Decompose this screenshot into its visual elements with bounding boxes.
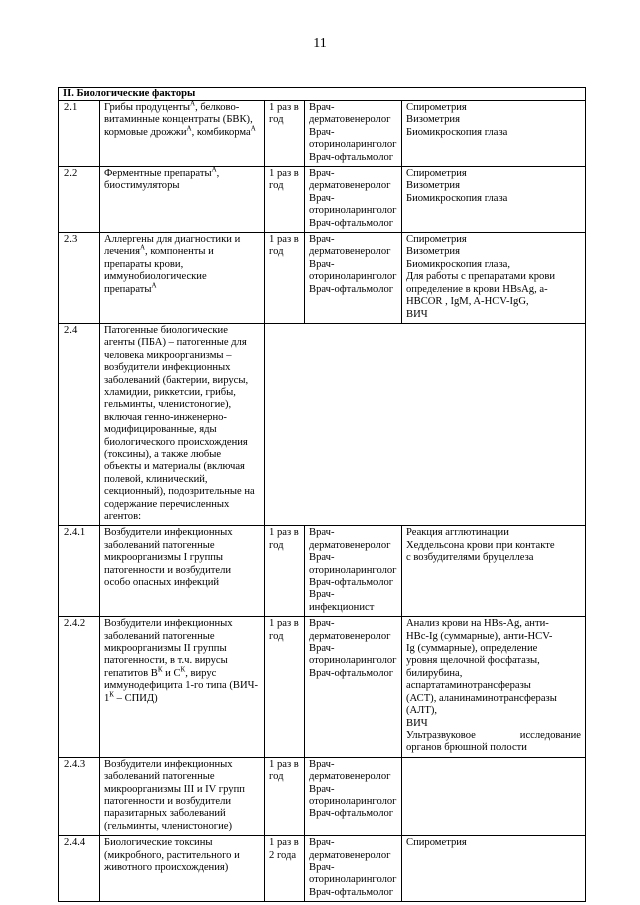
factor-description-line: Грибы продуценты$^А$, белково- (104, 99, 240, 113)
factor-description-line: препараты$^А$ (104, 281, 157, 295)
factor-description (100, 101, 265, 167)
lab-examinations (402, 757, 586, 835)
factor-description-line: заболеваний (бактерии, вирусы, (104, 374, 249, 386)
exam-frequency-line: 1 раз в (269, 234, 299, 246)
exam-frequency (265, 836, 305, 902)
specialist-doctors-line: Врач- (309, 589, 335, 601)
specialist-doctors-line: оториноларинголог (309, 874, 397, 886)
factor-description-line: (токсины), а также любые (104, 448, 222, 460)
section-header-row (59, 88, 586, 101)
factor-description-line: патогенности и возбудители (104, 564, 232, 576)
exam-frequency-line: 1 раз в (269, 758, 299, 770)
item-number: 2.2 (59, 167, 100, 233)
exam-frequency-line: 2 года (269, 849, 297, 861)
factor-description (100, 167, 265, 233)
specialist-doctors-line: Врач- (309, 258, 335, 270)
factor-description-line: Возбудители инфекционных (104, 758, 233, 770)
factor-description-line: (микробного, растительного и (104, 849, 240, 861)
lab-examinations-line: Реакция агглютинации (406, 527, 509, 539)
table-row (59, 757, 586, 835)
factor-description-line: биостимуляторы (104, 180, 180, 192)
factor-description-line: возбудители инфекционных (104, 362, 231, 374)
table-row (59, 101, 586, 167)
lab-examinations-line: билирубина, (406, 667, 463, 679)
factor-description-line: заболеваний патогенные (104, 771, 215, 783)
specialist-doctors-line: Врач- (309, 168, 335, 180)
lab-examinations-line: Спирометрия (406, 102, 467, 113)
specialist-doctors-line: Врач- (309, 102, 335, 113)
specialist-doctors (305, 836, 402, 902)
table-row (59, 617, 586, 757)
exam-frequency (265, 526, 305, 617)
lab-examinations-line: определение в крови HBsAg, a- (406, 283, 548, 295)
item-number: 2.4.2 (59, 617, 100, 757)
exam-frequency-line: год (269, 630, 284, 642)
factor-description-line: заболеваний патогенные (104, 539, 215, 551)
factor-description-line: Аллергены для диагностики и (104, 234, 241, 246)
exam-frequency-line: 1 раз в (269, 618, 299, 630)
factor-description-line: патогенности, в т.ч. вирусы (104, 655, 228, 667)
table-row (59, 167, 586, 233)
table-row (59, 233, 586, 324)
specialist-doctors (305, 757, 402, 835)
specialist-doctors-line: Врач- (309, 618, 335, 630)
empty-merged-cell (265, 323, 586, 526)
factor-description-line: объекты и материалы (включая (104, 461, 245, 473)
factor-description-line: витаминные концентраты (БВК), (104, 114, 253, 126)
specialist-doctors-line: оториноларинголог (309, 139, 397, 151)
specialist-doctors-line: оториноларинголог (309, 205, 397, 217)
lab-examinations-line: Анализ крови на HBs-Ag, анти- (406, 618, 549, 630)
factor-description-line: (гельминты, членистоногие) (104, 820, 232, 832)
exam-frequency-line: год (269, 539, 284, 551)
factor-description-line: микроорганизмы II группы (104, 643, 227, 655)
specialist-doctors-line: инфекционист (309, 601, 375, 613)
item-number: 2.4.1 (59, 526, 100, 617)
factor-description-line: Ферментные препараты$^А$, (104, 165, 220, 180)
lab-examinations-line: Спирометрия (406, 168, 467, 180)
specialist-doctors-line: дерматовенеролог (309, 114, 391, 126)
specialist-doctors-line: оториноларинголог (309, 271, 397, 283)
factor-description-line: животного происхождения) (104, 861, 229, 873)
lab-examinations-line: аспартатаминотрансферазы (406, 680, 531, 692)
factor-description (100, 233, 265, 324)
specialist-doctors-line: Врач- (309, 783, 335, 795)
lab-examinations-line: с возбудителями бруцеллеза (406, 552, 534, 564)
specialist-doctors-line: дерматовенеролог (309, 539, 391, 551)
page-number: 11 (313, 36, 327, 51)
specialist-doctors-line: Врач- (309, 758, 335, 770)
specialist-doctors (305, 101, 402, 167)
section-title: II. Биологические факторы (59, 88, 586, 101)
factor-description (100, 323, 265, 526)
item-number: 2.3 (59, 233, 100, 324)
factor-description-line: препараты крови, (104, 258, 184, 270)
specialist-doctors-line: Врач- (309, 837, 335, 849)
factor-description-line: гельминты, членистоногие), (104, 399, 232, 411)
specialist-doctors-line: Врач-офтальмолог (309, 808, 394, 820)
specialist-doctors-line: Врач- (309, 552, 335, 564)
lab-examinations-line: органов брюшной полости (406, 742, 527, 754)
hazard-table (58, 87, 586, 902)
exam-frequency-line: 1 раз в (269, 837, 299, 849)
factor-description-line: паразитарных заболеваний (104, 808, 226, 820)
specialist-doctors (305, 617, 402, 757)
factor-description-line: включая генно-инженерно- (104, 411, 227, 423)
table-row (59, 836, 586, 902)
specialist-doctors-line: дерматовенеролог (309, 771, 391, 783)
specialist-doctors-line: Врач- (309, 192, 335, 204)
factor-description-line: $1^К$ – СПИД) (104, 690, 158, 704)
lab-examinations-line: Для работы с препаратами крови (406, 271, 555, 283)
specialist-doctors-line: Врач-офтальмолог (309, 217, 394, 229)
lab-examinations-line: Хеддельсона крови при контакте (406, 539, 555, 551)
specialist-doctors (305, 167, 402, 233)
lab-examinations-line: Биомикроскопия глаза (406, 192, 508, 204)
factor-description-line: микроорганизмы I группы (104, 552, 224, 564)
specialist-doctors-line: Врач- (309, 643, 335, 655)
exam-frequency (265, 757, 305, 835)
factor-description-line: Возбудители инфекционных (104, 527, 233, 539)
specialist-doctors-line: Врач-офтальмолог (309, 886, 394, 898)
factor-description-line: содержание перечисленных (104, 498, 230, 510)
factor-description (100, 836, 265, 902)
item-number: 2.1 (59, 101, 100, 167)
factor-description-line: хламидии, риккетсии, грибы, (104, 386, 236, 398)
factor-description-line: Биологические токсины (104, 837, 213, 849)
factor-description-line: Патогенные биологические (104, 324, 228, 336)
table-row (59, 526, 586, 617)
lab-examinations (402, 526, 586, 617)
specialist-doctors-line: оториноларинголог (309, 564, 397, 576)
lab-examinations-line: Ультразвуковое исследование (406, 729, 581, 741)
exam-frequency-line: год (269, 771, 284, 783)
factor-description-line: секционный), подозрительные на (104, 486, 255, 498)
factor-description-line: полевой, клинический, (104, 473, 208, 485)
factor-description-line: иммунобиологические (104, 271, 207, 283)
exam-frequency-line: год (269, 180, 284, 192)
lab-examinations (402, 617, 586, 757)
lab-examinations-line: Ig (суммарные), определение (406, 643, 538, 655)
lab-examinations (402, 167, 586, 233)
factor-description-line: особо опасных инфекций (104, 577, 220, 589)
exam-frequency-line: год (269, 246, 284, 258)
lab-examinations (402, 101, 586, 167)
specialist-doctors-line: Врач- (309, 234, 335, 246)
exam-frequency (265, 233, 305, 324)
factor-description-line: модифицированные, яды (104, 424, 217, 436)
item-number: 2.4 (59, 323, 100, 526)
specialist-doctors (305, 526, 402, 617)
factor-description-line: агенты (ПБА) – патогенные для (104, 337, 247, 349)
lab-examinations-line: (АСТ), аланинаминотрансферазы (406, 692, 557, 704)
specialist-doctors-line: Врач-офтальмолог (309, 577, 394, 589)
specialist-doctors-line: Врач-офтальмолог (309, 151, 394, 163)
specialist-doctors-line: Врач-офтальмолог (309, 667, 394, 679)
lab-examinations (402, 233, 586, 324)
specialist-doctors-line: оториноларинголог (309, 795, 397, 807)
lab-examinations-line: ВИЧ (406, 717, 428, 729)
factor-description-line: кормовые дрожжи$^А$, комбикорма$^А$ (104, 124, 256, 138)
specialist-doctors-line: Врач- (309, 861, 335, 873)
lab-examinations (402, 836, 586, 902)
factor-description (100, 617, 265, 757)
exam-frequency-line: 1 раз в (269, 168, 299, 180)
specialist-doctors-line: Врач- (309, 126, 335, 138)
factor-description-line: человека микроорганизмы – (104, 349, 232, 361)
factor-description-line: гепатитов $В^К$ и $С^К$, вирус (104, 665, 217, 679)
item-number: 2.4.4 (59, 836, 100, 902)
specialist-doctors-line: Врач- (309, 527, 335, 539)
factor-description-line: агентов: (104, 511, 142, 522)
factor-description-line: Возбудители инфекционных (104, 618, 233, 630)
exam-frequency (265, 167, 305, 233)
factor-description-line: заболеваний патогенные (104, 630, 215, 642)
lab-examinations-line: HBCOR , IgM, A-HCV-IgG, (406, 296, 529, 308)
lab-examinations-line: уровня щелочной фосфатазы, (406, 655, 540, 667)
exam-frequency (265, 617, 305, 757)
factor-description (100, 526, 265, 617)
table-row (59, 323, 586, 526)
factor-description-line: лечения$^А$, компоненты и (104, 243, 214, 258)
lab-examinations-line: Спирометрия (406, 837, 467, 849)
lab-examinations-line: Биомикроскопия глаза (406, 126, 508, 138)
lab-examinations-line: Визометрия (406, 246, 460, 258)
specialist-doctors-line: Врач-офтальмолог (309, 283, 394, 295)
lab-examinations-line: Визометрия (406, 114, 460, 126)
specialist-doctors-line: оториноларинголог (309, 655, 397, 667)
lab-examinations-line: Спирометрия (406, 234, 467, 246)
specialist-doctors-line: дерматовенеролог (309, 849, 391, 861)
exam-frequency (265, 101, 305, 167)
exam-frequency-line: 1 раз в (269, 102, 299, 113)
specialist-doctors (305, 233, 402, 324)
specialist-doctors-line: дерматовенеролог (309, 180, 391, 192)
lab-examinations-line: Визометрия (406, 180, 460, 192)
specialist-doctors-line: дерматовенеролог (309, 246, 391, 258)
factor-description (100, 757, 265, 835)
factor-description-line: патогенности и возбудители (104, 795, 232, 807)
lab-examinations-line: HBc-Ig (суммарные), анти-HCV- (406, 630, 553, 642)
factor-description-line: биологического происхождения (104, 436, 248, 448)
exam-frequency-line: 1 раз в (269, 527, 299, 539)
lab-examinations-line: (АЛТ), (406, 705, 438, 717)
lab-examinations-line: Биомикроскопия глаза, (406, 258, 511, 270)
item-number: 2.4.3 (59, 757, 100, 835)
exam-frequency-line: год (269, 114, 284, 126)
factor-description-line: микроорганизмы III и IV групп (104, 783, 245, 795)
lab-examinations-line: ВИЧ (406, 308, 428, 320)
specialist-doctors-line: дерматовенеролог (309, 630, 391, 642)
factor-description-line: иммунодефицита 1-го типа (ВИЧ- (104, 680, 259, 692)
